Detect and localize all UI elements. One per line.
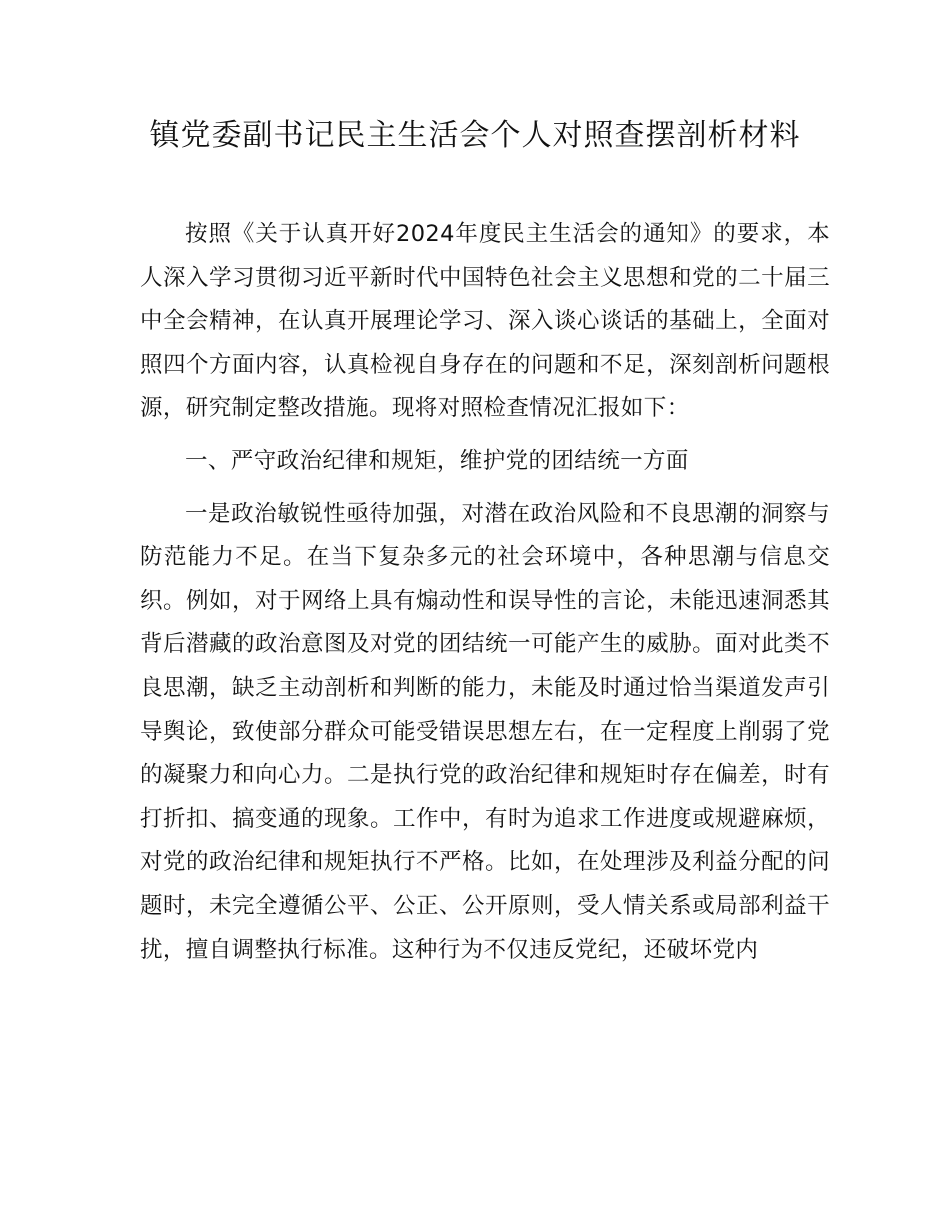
- intro-paragraph: 按照《关于认真开好2024年度民主生活会的通知》的要求，本人深入学习贯彻习近平新时代中国特色社会主义思想和党的二十届三中全会精神，在认真开展理论学习、深入谈心谈话的基础上，全面对照四个方面内容，认真检视自身存在的问题和不足，深刻剖析问题根源，研究制定整改措施。现将对照检查情况汇报如下：: [140, 221, 830, 422]
- document-body: [140, 213, 830, 972]
- section-heading: 一、严守政治纪律和规矩，维护党的团结统一方面: [185, 447, 689, 474]
- document-title: 镇党委副书记民主生活会个人对照查摆剖析材料: [149, 118, 801, 153]
- section-paragraph: 一是政治敏锐性亟待加强，对潜在政治风险和不良思潮的洞察与防范能力不足。在当下复杂多元的社会环境中，各种思潮与信息交织。例如，对于网络上具有煽动性和误导性的言论，未能迅速洞悉其背后潜藏的政治意图及对党的团结统一可能产生的威胁。面对此类不良思潮，缺乏主动剖析和判断的能力，未能及时通过恰当渠道发声引导舆论，致使部分群众可能受错误思想左右，在一定程度上削弱了党的凝聚力和向心力。二是执行党的政治纪律和规矩时存在偏差，时有打折扣、搞变通的现象。工作中，有时为追求工作进度或规避麻烦，对党的政治纪律和规矩执行不严格。比如，在处理涉及利益分配的问题时，未完全遵循公平、公正、公开原则，受人情关系或局部利益干扰，擅自调整执行标准。这种行为不仅违反党纪，还破坏党内: [140, 500, 830, 963]
